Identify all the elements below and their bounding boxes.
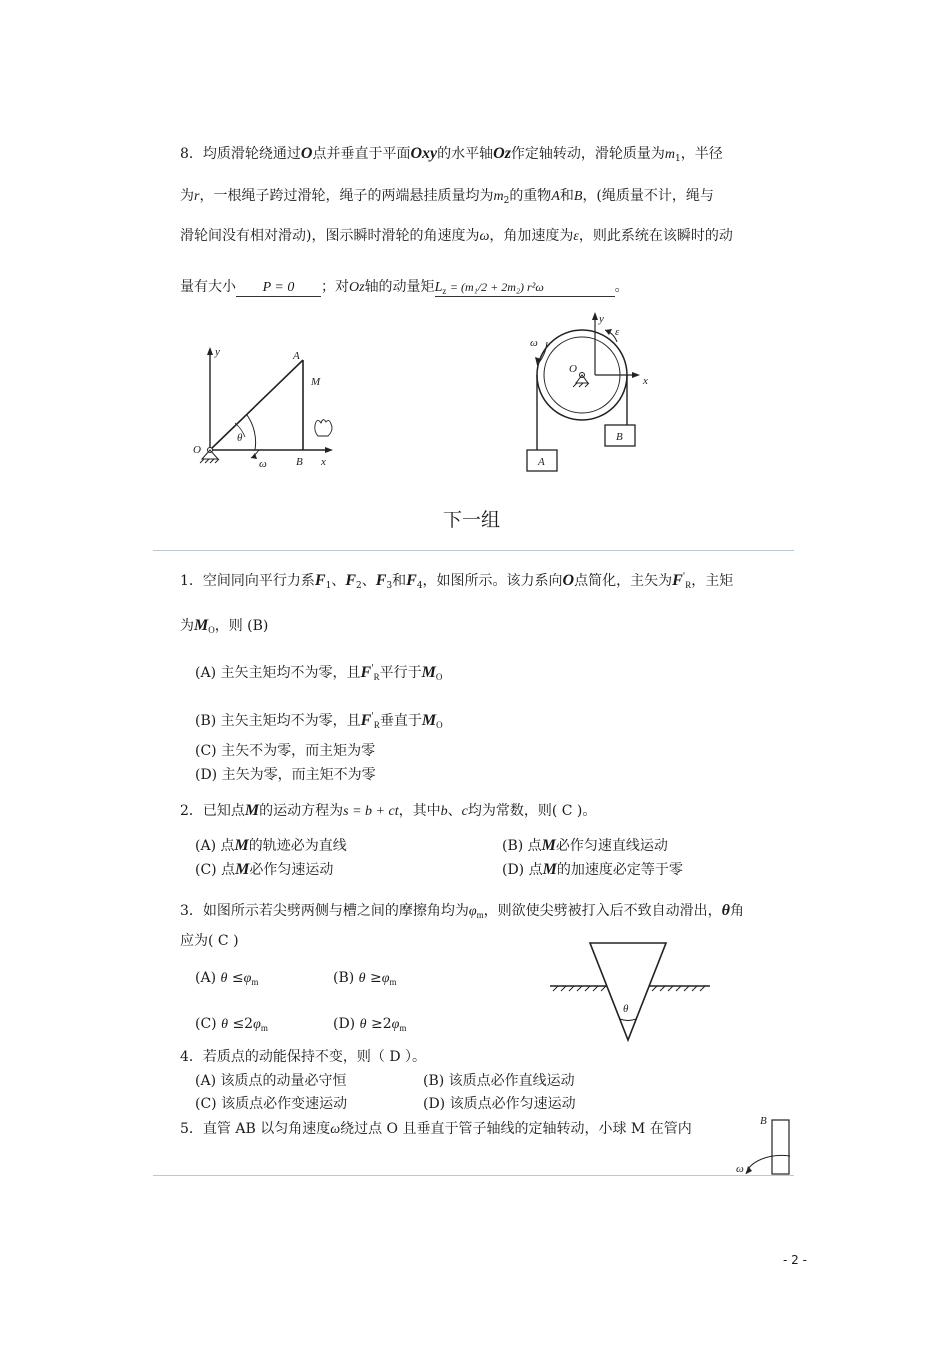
subscript: m [389,977,397,987]
q2-text: ，其中 [398,803,441,819]
var-MO: M [421,664,436,681]
superscript: ' [371,712,374,722]
label-x: x [643,375,648,387]
option-text: 的轨迹必为直线 [248,838,347,854]
option-text: (C) 点 [195,862,236,878]
separator-top [153,550,794,551]
q8-text: 8．均质滑轮绕通过 [180,146,301,162]
subscript: m [476,910,484,920]
q8-text: 为 [180,188,194,204]
q1-text: 和 [392,573,407,589]
label-x: x [321,456,326,468]
q8-text: ，角加速度为 [489,228,574,244]
label-theta: θ [623,1003,629,1015]
option-text: (B) [333,970,355,986]
var-M: M [541,837,556,854]
q8-text: ，(绳质量不计，绳与 [582,188,714,204]
label-B: B [616,431,623,443]
operator: ≤ [232,1016,245,1032]
superscript: ' [682,572,686,582]
operator: ≥ [370,1016,383,1032]
q1-option-b [195,710,443,730]
q3-option-b [333,970,397,987]
var-F2: F [345,572,356,589]
var-theta: θ [359,1017,367,1032]
var-F3: F [375,572,387,589]
q3-wedge-figure [548,938,718,1043]
var-r: r [194,189,200,204]
q5-text: 5．直管 AB 以匀角速度 [180,1121,331,1137]
q2-text: 、 [447,803,462,819]
q2-line-1 [180,800,596,820]
option-text: (B) 主矢主矩均不为零，且 [195,713,361,729]
subscript: R [373,720,380,730]
subscript: R [373,672,380,682]
label-theta: θ [237,432,243,444]
subscript: R [685,580,692,590]
answer-angular-momentum [435,280,615,297]
var-Oz: Oz [493,145,511,162]
subscript: m [251,977,259,987]
page-number: - 2 - [783,1253,807,1267]
option-text: 平行于 [379,665,422,681]
label-y: y [215,346,220,358]
subscript: O [208,625,215,635]
q1-text: ，如图所示。该力系向 [422,573,563,589]
var-F4: F [406,572,417,589]
q1-line-2 [180,615,268,635]
q8-line-3 [180,225,733,245]
option-text: (D) [333,1016,356,1032]
q5-line-1 [180,1118,692,1138]
q1-option-c: (C) 主矢不为零，而主矩为零 [195,743,376,759]
q1-text: 1．空间同向平行力系 [180,573,315,589]
var-M: M [235,861,250,878]
var-B: B [573,189,583,204]
var-c: c [461,804,468,819]
subscript: O [436,720,443,730]
label-A: A [293,350,300,362]
answer-l-symbol: L [434,280,443,295]
var-FR: F [672,572,683,589]
var-theta: θ [221,1017,228,1032]
var-phi: φ [253,1017,261,1032]
q4-option-d: (D) 该质点必作匀速运动 [423,1096,576,1112]
q8-text: 的重物 [509,188,552,204]
q8-text: 量有大小 [180,279,236,295]
var-M: M [234,837,249,854]
q8-text: ，则此系统在该瞬时的动 [578,228,733,244]
q4-option-b: (B) 该质点必作直线运动 [423,1073,575,1089]
superscript: ' [371,664,374,674]
q8-text: 的水平轴 [437,146,494,162]
option-text: 垂直于 [379,713,422,729]
option-text: (B) 点 [502,838,542,854]
var-m2: m [493,189,504,204]
option-text: 必作匀速运动 [249,862,334,878]
operator: ≤ [231,970,244,986]
option-text: 必作匀速直线运动 [555,838,668,854]
label-M: M [311,376,321,388]
var-MO: M [194,617,209,634]
label-B: B [296,456,303,468]
label-O: O [569,363,577,375]
q4-option-a: (A) 该质点的动量必守恒 [195,1073,347,1089]
var-m1: m [664,147,676,162]
q1-option-d: (D) 主矢为零，而主矩不为零 [195,767,376,783]
q4-option-c: (C) 该质点必作变速运动 [195,1096,348,1112]
q8-text: 。 [614,279,629,295]
option-text: 的加速度必定等于零 [556,862,683,878]
q1-line-1 [180,570,733,591]
q8-text: ，半径 [680,146,723,162]
label-omega: ω [736,1163,744,1175]
var-phi: φ [243,971,252,986]
q1-option-a [195,662,442,682]
q8-text: 作定轴转动，滑轮质量为 [510,146,665,162]
q8-line-1 [180,143,723,164]
separator-bottom [153,1175,794,1176]
next-group-heading: 下一组 [443,509,501,531]
q8-figure-right [525,310,655,475]
var-FR: F [360,712,372,729]
answer-l-expression: = (m₁/2 + 2m₂) r²ω [449,280,544,294]
q1-text: ，则 (B) [214,618,269,634]
q3-text: 角 [729,903,744,919]
q3-option-d [333,1016,406,1033]
subscript: z [442,286,447,296]
q4-line-1: 4．若质点的动能保持不变，则（ D ）。 [180,1049,427,1065]
q8-text: 和 [559,188,574,204]
coefficient: 2 [382,1016,392,1032]
coefficient: 2 [244,1016,254,1032]
var-O: O [300,145,313,162]
label-O: O [193,444,201,456]
q3-text: ，则欲使尖劈被打入后不致自动滑出， [483,903,722,919]
q3-line-2: 应为( C ) [180,933,239,949]
var-Oz: Oz [349,280,365,295]
label-A: A [538,456,545,468]
q3-option-c [195,1016,268,1033]
option-text: (A) 主矢主矩均不为零，且 [195,665,361,681]
option-text: (D) 点 [502,862,543,878]
label-B: B [760,1115,767,1127]
q1-text: 为 [180,618,194,634]
var-theta: θ [721,902,730,919]
option-text: (C) [195,1016,217,1032]
q1-text: ，主矩 [691,573,734,589]
q8-figure-left [185,345,345,475]
option-text: (A) 点 [195,838,235,854]
q8-text: ，一根绳子跨过滑轮，绳子的两端悬挂质量均为 [199,188,494,204]
label-y: y [599,313,604,325]
subscript: m [260,1023,268,1033]
q5-text: 绕过点 O 且垂直于管子轴线的定轴转动，小球 M 在管内 [340,1121,692,1137]
var-theta: θ [358,971,366,986]
var-MO: M [421,712,437,729]
q8-line-4 [180,276,629,297]
q8-line-2 [180,185,714,206]
var-A: A [551,189,560,204]
subscript: m [399,1023,407,1033]
var-phi: φ [381,971,390,986]
q3-text: 3．如图所示若尖劈两侧与槽之间的摩擦角均为 [180,903,469,919]
subscript: 1 [325,581,332,591]
q8-text: ；对 [321,279,349,295]
q8-text: 轴的动量矩 [364,279,435,295]
var-M: M [542,861,557,878]
subscript: 2 [503,196,510,206]
var-M: M [244,802,260,819]
q1-text: 点简化，主矢为 [574,573,673,589]
var-theta: θ [220,971,228,986]
q8-text: 滑轮间没有相对滑动)，图示瞬时滑轮的角速度为 [180,228,480,244]
var-FR: F [360,664,372,681]
q2-option-a [195,835,347,855]
var-Oxy: Oxy [410,145,438,162]
var-b: b [440,804,448,819]
subscript: 2 [356,581,362,591]
q1-text: 、 [331,573,346,589]
q2-option-d [502,859,683,879]
q2-text: 2．已知点 [180,803,245,819]
var-epsilon: ε [573,229,579,244]
subscript: 1 [675,154,681,164]
var-F1: F [314,572,326,589]
motion-equation: s = b + ct [343,804,399,819]
var-omega: ω [479,229,490,244]
label-epsilon: ε [615,326,620,338]
q3-line-1 [180,900,744,920]
q5-tube-figure [732,1112,802,1176]
q2-text: 的运动方程为 [259,803,344,819]
var-phi: φ [468,904,477,919]
var-phi: φ [391,1017,400,1032]
label-omega: ω [530,337,538,349]
q2-option-c [195,859,333,879]
answer-momentum: P = 0 [236,280,321,297]
subscript: 3 [386,581,393,591]
subscript: 4 [416,581,423,591]
q2-option-b [502,835,668,855]
subscript: O [435,672,443,682]
operator: ≥ [370,970,382,986]
var-O: O [562,572,575,589]
q1-text: 、 [361,573,376,589]
q8-text: 点并垂直于平面 [312,146,411,162]
label-omega: ω [259,458,267,470]
option-text: (A) [195,970,217,986]
var-omega: ω [330,1122,341,1137]
q3-option-a [195,970,258,987]
q2-text: 均为常数，则( C )。 [467,803,597,819]
